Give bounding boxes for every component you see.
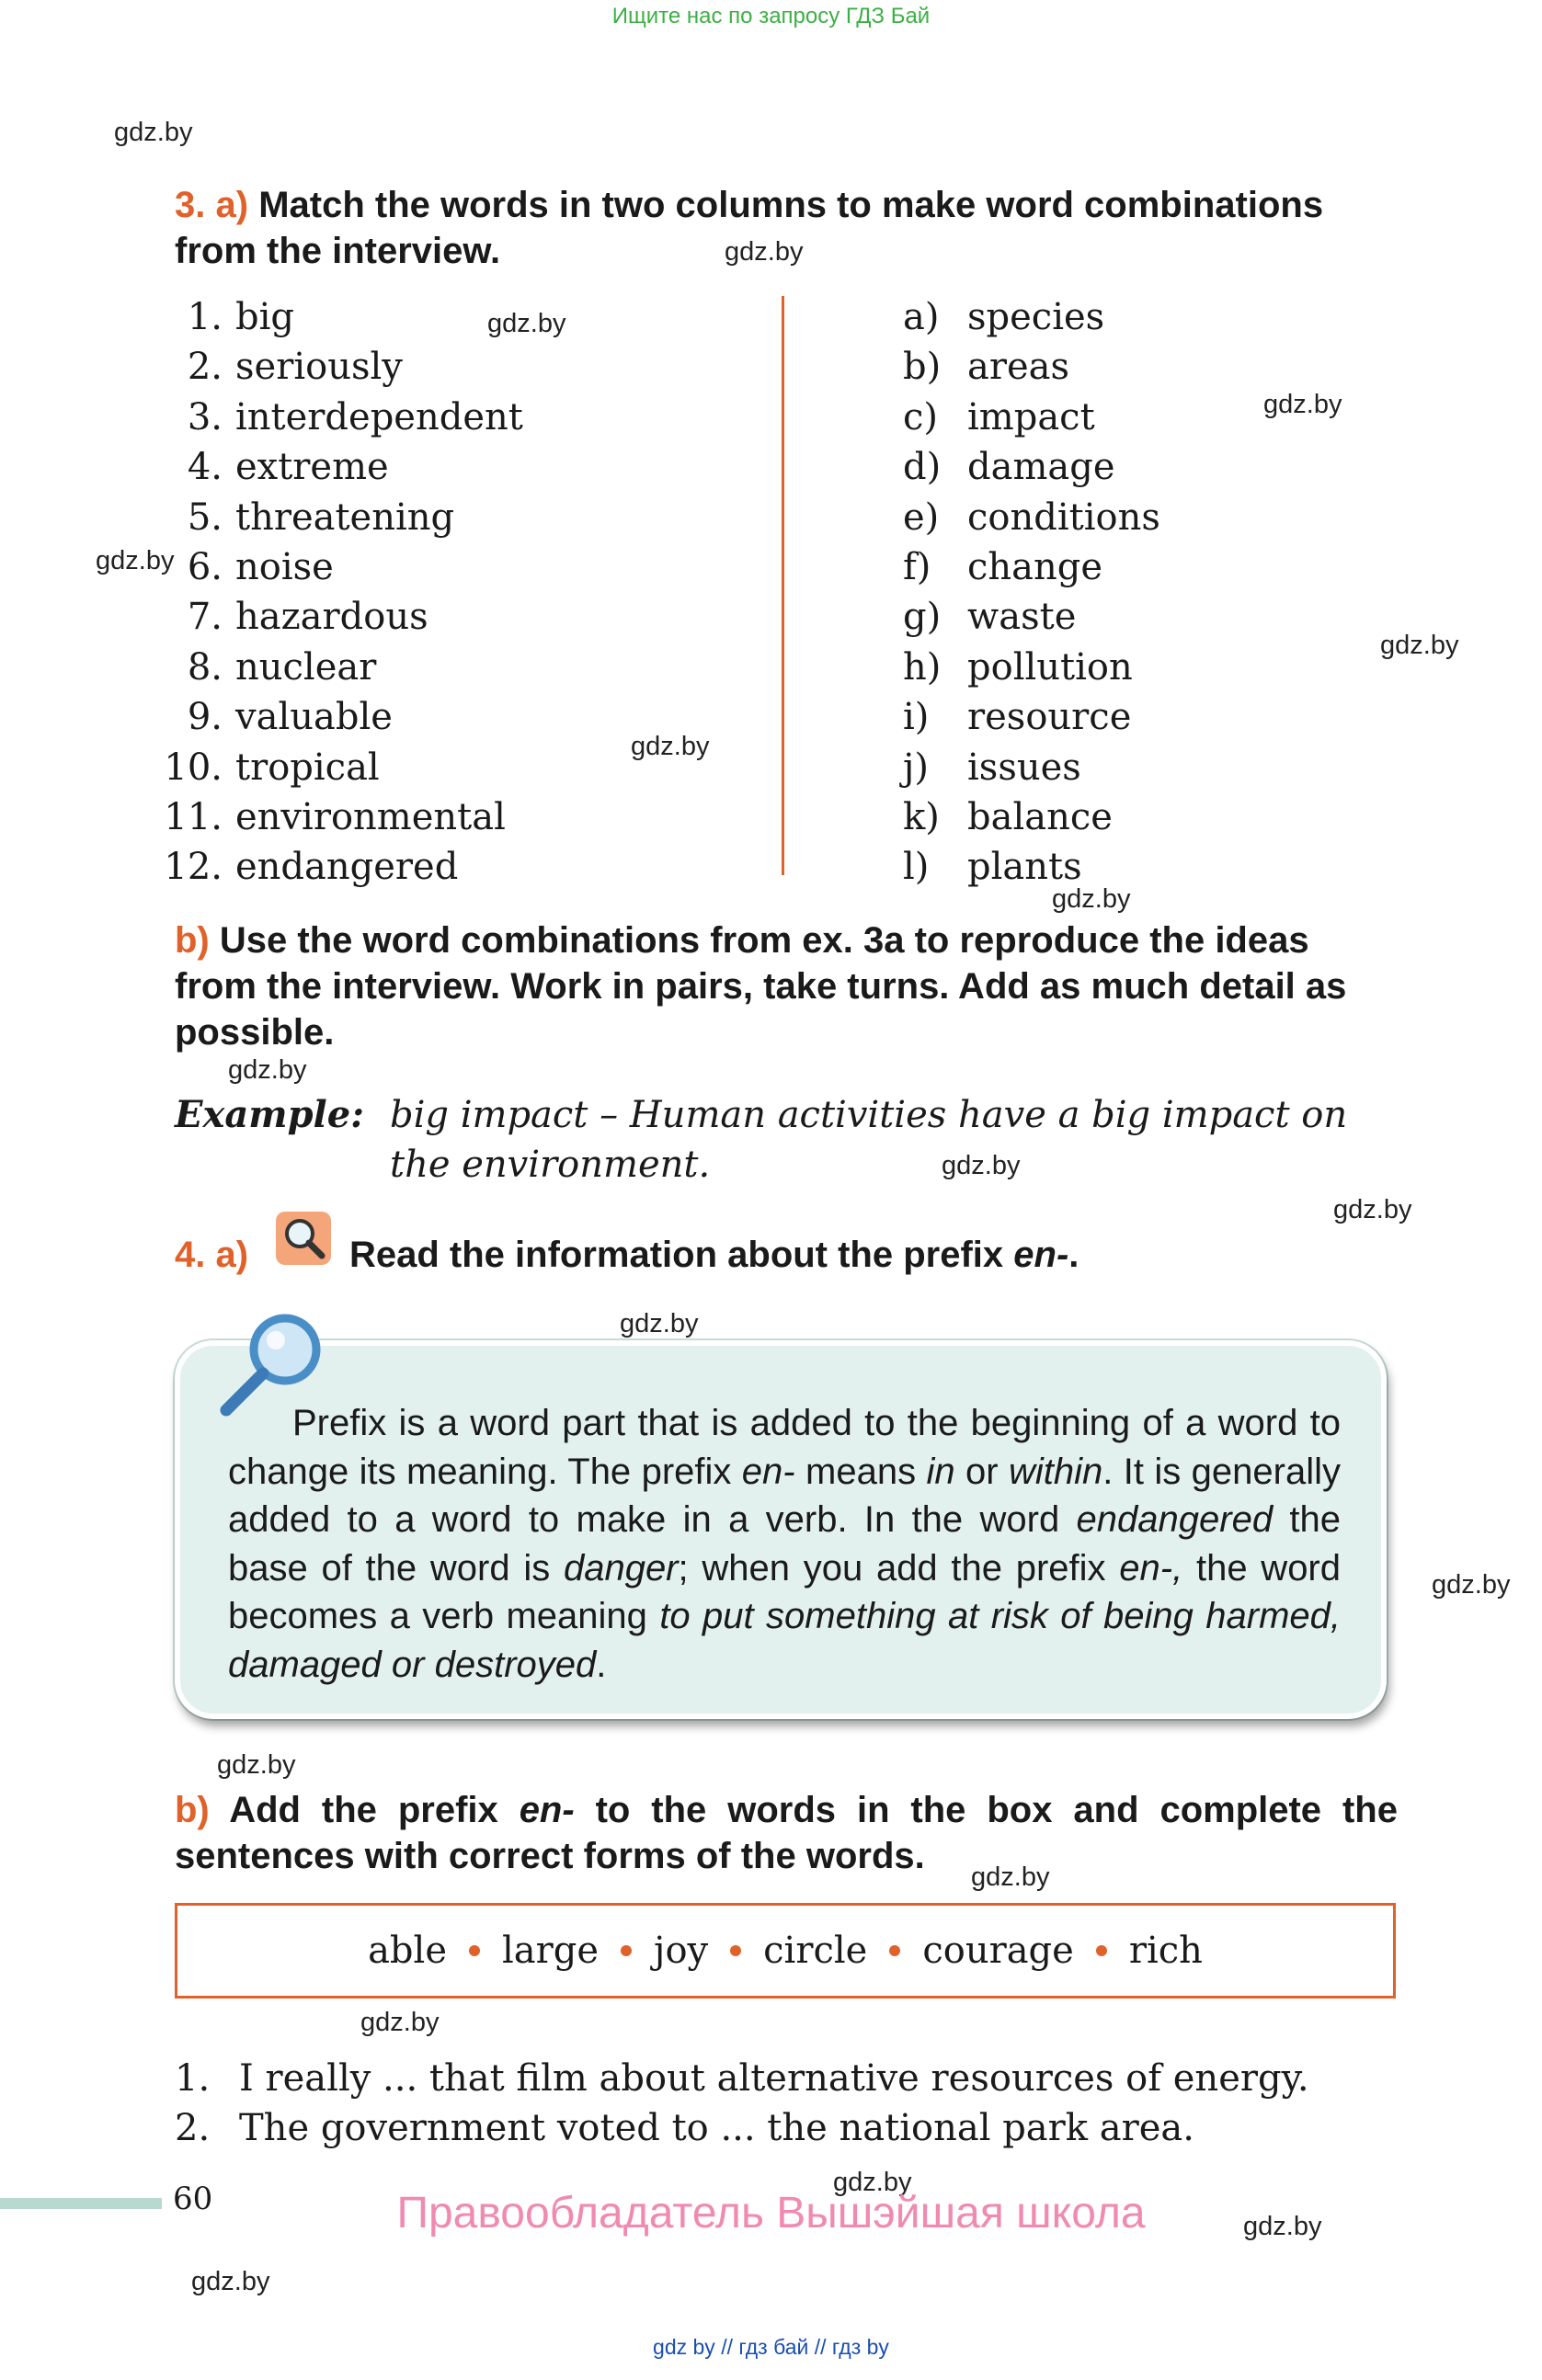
item-word: areas	[967, 346, 1070, 389]
watermark: gdz.by	[228, 1055, 307, 1085]
instruction-text: Use the word combinations from ex. 3a to reproduce the ideas	[219, 920, 1309, 961]
example-block	[175, 1090, 1407, 1190]
watermark: gdz.by	[942, 1151, 1021, 1180]
watermark: gdz.by	[971, 1862, 1050, 1892]
item-letter: l)	[903, 846, 930, 889]
item-word: damage	[967, 446, 1115, 489]
exercise-part: b)	[175, 920, 210, 961]
item-letter: c)	[903, 395, 939, 438]
instruction-text: Match the words in two columns to make word combinations	[258, 185, 1324, 225]
item-letter: f)	[903, 546, 931, 588]
exercise-part: a)	[215, 185, 249, 225]
item-word: endangered	[235, 846, 459, 889]
watermark: gdz.by	[487, 309, 566, 338]
box-word: rich	[1128, 1930, 1203, 1972]
item-word: interdependent	[235, 395, 523, 438]
bullet-dot	[621, 1945, 632, 1956]
exercise-3a-heading	[175, 182, 1398, 274]
item-number: 4.	[187, 446, 223, 489]
copyright: Правообладатель Вышэйшая школа	[396, 2189, 1146, 2238]
magnifier-icon	[276, 1212, 331, 1265]
box-word: able	[368, 1930, 447, 1972]
left-word-item	[158, 743, 380, 792]
watermark: gdz.by	[217, 1750, 296, 1780]
item-number: 3.	[187, 395, 223, 438]
item-word: environmental	[235, 796, 506, 838]
item-word: waste	[967, 596, 1077, 639]
left-word-item	[158, 643, 376, 692]
left-word-item	[158, 342, 403, 392]
item-word: plants	[967, 846, 1082, 889]
instruction-text: Read the information about the prefix	[349, 1235, 1014, 1275]
item-letter: i)	[903, 696, 930, 739]
item-word: change	[967, 546, 1103, 588]
left-word-item	[158, 292, 294, 342]
watermark: gdz.by	[620, 1309, 699, 1338]
page-number: 60	[173, 2181, 213, 2217]
item-number: 7.	[187, 596, 223, 639]
right-word-item	[903, 692, 1131, 742]
item-word: species	[967, 296, 1105, 338]
bullet-dot	[469, 1945, 480, 1956]
item-word: nuclear	[235, 645, 377, 689]
watermark: gdz.by	[1052, 884, 1131, 914]
item-word: conditions	[967, 495, 1160, 539]
left-word-item	[158, 592, 428, 642]
instruction-text: .	[1068, 1235, 1079, 1275]
watermark: gdz.by	[631, 732, 710, 761]
left-word-item	[158, 842, 458, 892]
instruction-text: from the interview. Work in pairs, take turns. Add as much detail as	[175, 966, 1347, 1007]
exercise-part: a)	[215, 1235, 249, 1275]
sentence-text: I really ... that film about alternative resources of energy.	[239, 2057, 1309, 2100]
left-word-item	[158, 792, 506, 842]
sentence-item	[175, 2054, 1309, 2103]
watermark: gdz.by	[1333, 1195, 1412, 1224]
top-banner: Ищите нас по запросу ГДЗ Бай	[611, 4, 931, 28]
item-word: impact	[967, 395, 1095, 438]
item-letter: d)	[903, 446, 942, 489]
item-word: seriously	[235, 346, 403, 389]
right-word-item	[903, 743, 1081, 792]
item-word: big	[235, 296, 295, 338]
example-label: Example:	[175, 1093, 364, 1136]
item-letter: b)	[903, 346, 942, 389]
item-letter: k)	[903, 796, 940, 838]
item-number: 12.	[164, 846, 223, 889]
bullet-dot	[730, 1945, 741, 1956]
exercise-part: b)	[175, 1790, 210, 1830]
left-word-item	[158, 442, 389, 492]
sentence-number: 2.	[175, 2107, 211, 2149]
left-word-item	[158, 692, 393, 742]
sentence-number: 1.	[175, 2057, 211, 2100]
item-word: hazardous	[235, 596, 428, 639]
watermark: gdz.by	[1243, 2212, 1322, 2241]
item-number: 1.	[187, 296, 223, 338]
bottom-banner: gdz by // гдз бай // гдз by	[653, 2335, 889, 2359]
item-word: tropical	[235, 746, 380, 789]
item-letter: e)	[903, 495, 940, 539]
item-number: 2.	[187, 346, 223, 389]
item-letter: a)	[903, 296, 940, 338]
right-word-item	[903, 442, 1115, 492]
left-word-item	[158, 393, 523, 442]
left-word-item	[158, 493, 454, 542]
right-word-item	[903, 842, 1082, 892]
right-word-item	[903, 792, 1113, 842]
right-word-item	[903, 342, 1069, 392]
info-text: Prefix is a word part that is added to the beginning of a word to change its meaning. The prefix en- means in or within. It is generally added to a word to make in a verb. In the word endangered the base of the word is danger; when you add the prefix en-, the word becomes a verb meaning to put something at risk of being harmed, damaged or destroyed.	[228, 1403, 1342, 1685]
right-word-item	[903, 643, 1133, 692]
right-word-item	[903, 393, 1095, 442]
instruction-text: possible.	[175, 1012, 335, 1053]
watermark: gdz.by	[833, 2168, 912, 2197]
example-text: big impact – Human activities have a big impact on	[390, 1094, 1348, 1136]
watermark: gdz.by	[1263, 390, 1342, 419]
item-word: issues	[967, 746, 1081, 789]
sentence-text: The government voted to ... the national park area.	[239, 2107, 1194, 2149]
watermark: gdz.by	[1380, 631, 1459, 660]
watermark: gdz.by	[114, 118, 193, 147]
instruction-text: sentences with correct forms of the words.	[175, 1836, 925, 1876]
exercise-number: 4.	[175, 1235, 206, 1275]
item-number: 8.	[187, 645, 223, 689]
word-box	[175, 1903, 1396, 1999]
item-word: threatening	[235, 495, 455, 539]
watermark: gdz.by	[191, 2267, 270, 2296]
watermark: gdz.by	[96, 546, 175, 575]
item-number: 10.	[164, 746, 223, 789]
bullet-dot	[889, 1945, 900, 1956]
item-word: valuable	[235, 696, 393, 739]
box-word: joy	[654, 1930, 709, 1972]
bullet-dot	[1096, 1945, 1107, 1956]
watermark: gdz.by	[1432, 1570, 1511, 1600]
box-word: large	[502, 1930, 600, 1972]
item-word: pollution	[967, 645, 1133, 689]
item-word: noise	[235, 546, 334, 588]
item-letter: j)	[903, 746, 930, 789]
right-word-item	[903, 592, 1076, 642]
item-letter: h)	[903, 645, 942, 689]
item-letter: g)	[903, 596, 942, 639]
item-word: extreme	[235, 446, 389, 489]
exercise-4b-instruction: b) Add the prefix en- to the words in the box and complete the sentences with correct forms of the words.	[175, 1787, 1398, 1879]
exercise-number: 3.	[175, 185, 206, 225]
watermark: gdz.by	[725, 237, 804, 267]
item-number: 11.	[164, 796, 223, 838]
item-number: 5.	[187, 495, 223, 539]
example-text: the environment.	[390, 1144, 711, 1186]
box-word: courage	[922, 1930, 1074, 1972]
item-word: resource	[967, 696, 1132, 739]
instruction-text: from the interview.	[175, 231, 501, 271]
item-number: 6.	[187, 546, 223, 588]
prefix-text: en-	[1013, 1235, 1069, 1275]
box-word: circle	[763, 1930, 868, 1972]
right-word-item	[903, 292, 1104, 342]
left-word-item	[158, 542, 334, 592]
exercise-4a-instruction	[349, 1232, 1079, 1278]
right-word-item	[903, 493, 1160, 542]
item-number: 9.	[187, 696, 223, 739]
sentence-item	[175, 2103, 1194, 2153]
exercise-4a-heading	[175, 1232, 248, 1278]
watermark: gdz.by	[360, 2008, 440, 2037]
column-divider	[782, 296, 784, 875]
right-word-item	[903, 542, 1102, 592]
item-word: balance	[967, 796, 1113, 838]
exercise-3b-instruction	[175, 917, 1398, 1055]
